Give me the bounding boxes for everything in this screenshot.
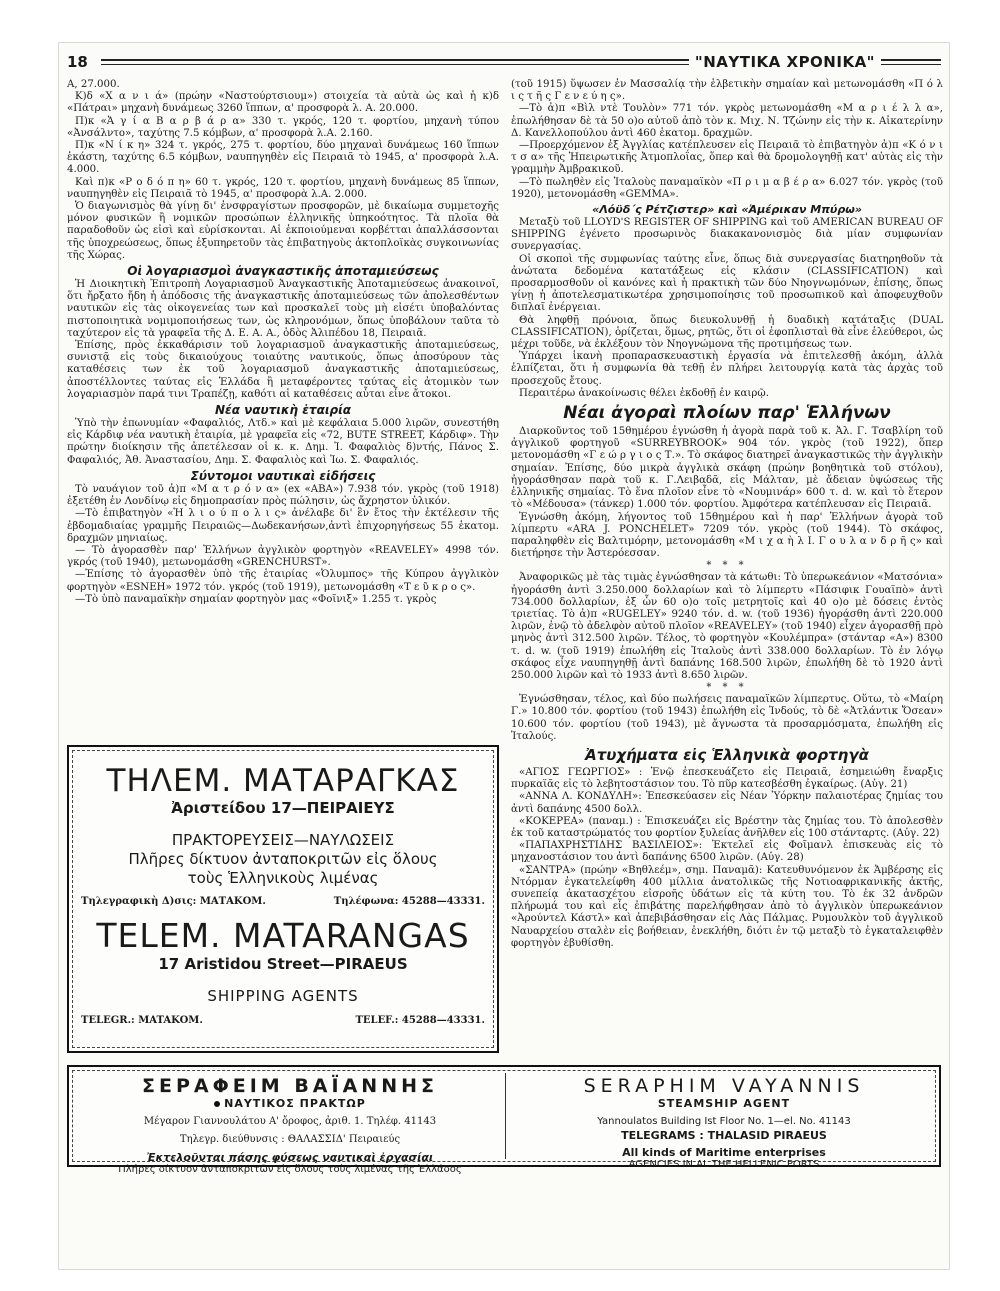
paragraph: Ἀναφορικῶς μὲ τὰς τιμὰς ἐγνώσθησαν τὰ κάτωθι: Τὸ ὑπερωκεάνιον «Ματσόνια» ἠγοράσθη ἀντὶ 3.250.000 δολλαρίων καὶ τὸ λίμπερτυ «Πάσιφικ Γουαϊπὸ» ἀντὶ 734.000 δολλαρίων, ἐξ ὧν 60 ο)ο τοῖς μετρητοῖς καὶ 40 ο)ο μὲ δόσεις ἐντὸς τριετίας. Τὸ ἀ)π «RUGELEY» 9240 τόν. d. w. (τοῦ 1936) ἠγοράσθη ἀντὶ 220.000 λιρῶν, ἐνῷ τὸ ἀδελφὸν αὐτοῦ πλοῖον «REAVELEY» (τοῦ 1940) εἶχεν ἀγορασθῇ πρὸ μηνὸς ἀντὶ 312.500 λιρῶν. Τέλος, τὸ φορτηγὸν «Κουλέμπρα» (στάνταρ «Α») 8300 τ. d. w. (τοῦ 1919) ἐπωλήθη εἰς Ἰταλοὺς ἀντὶ 338.000 δολλαρίων. Τὸ ἐν λόγῳ σκάφος εἶχε ναυπηγηθῇ ἀντὶ δαπάνης 168.500 λιρῶν, ἐπωλήθη δὲ τὸ 1920 ἀντὶ 250.000 λιρῶν καὶ τὸ 1933 ἀντὶ 8.650 λιρῶν. <box>511 572 943 681</box>
paragraph: Ἐπίσης, πρὸς ἐκκαθάρισιν τοῦ λογαριασμοῦ ἀναγκαστικῆς ἀποταμιεύσεως, συνιστᾷ εἰς τοὺς δικαιούχους τοιαύτης ναυτικούς, ὅπως ἀποσύρουν τὰς καταθέσεις των ἐκ τοῦ λογαριασμοῦ ἀναγκαστικῆς ἀποταμιεύσεως, ἀποστέλλοντες ταύτας εἰς Ἑλλάδα ἢ μεταφέροντες ταύτας εἰς ἀτομικὸν των λογαριασμὸν παρά τινι Τραπέζῃ, καθότι αἱ καταθέσεις αὗται εἶνε ἄτοκοι. <box>67 340 499 400</box>
ad-name-greek: ΤΗΛΕΜ. ΜΑΤΑΡΑΓΚΑΣ <box>106 763 460 799</box>
ad-address-english: Yannoulatos Building Ist Floor No. 1—el. No. 41143 <box>597 1116 851 1127</box>
ad-address-greek: Μέγαρον Γιαννουλάτου Α' ὄροφος, ἀριθ. 1. Τηλέφ. 41143 <box>143 1116 437 1127</box>
paragraph: Διαρκοῦντος τοῦ 15θημέρου ἐγνώσθη ἡ ἀγορὰ παρὰ τοῦ κ. Ἀλ. Γ. Τσαβλίρη τοῦ ἀγγλικοῦ φορτηγοῦ «SURREYBROOK» 904 τόν. γκρὸς (τοῦ 1922), ὅπερ μετονομάσθη «Γ ε ώ ρ γ ι ο ς Τ.». Τὸ σκάφος διατηρεῖ ἀναγκαστικῶς τὴν ἀγγλικὴν σημαίαν. Ἐπίσης, δύο μικρὰ ἀγγλικὰ σκάφη (πρώην βοηθητικὰ τοῦ στόλου), ἠγοράσθησαν παρὰ τοῦ κ. Γ.Λειβαδᾶ, εἰς Μάλταν, μὲ ἄδειαν ὑψώσεως τῆς ἑλληνικῆς σημαίας. Τὸ ἕνα πλοῖον εἶνε τὸ «Νουμινάρ» 600 τ. d. w. καὶ τὸ ἕτερον τὸ «Μέδουσα» (τάνκερ) 1.000 τόν. φορτίου. Ἀμφότερα κατέπλευσαν εἰς Πειραιᾶ. <box>511 426 943 511</box>
ad-telegraph-greek: Τηλεγρ. διεύθυνσις : ΘΑΛΑΣΣΙΔ' Πειραιεύς <box>179 1134 401 1145</box>
page-number: 18 <box>67 53 88 71</box>
paragraph: Μεταξὺ τοῦ LLOYD'S REGISTER OF SHIPPING καὶ τοῦ AMERICAN BUREAU OF SHIPPING ἐγένετο προσωρινὸς διακακανονισμὸς διὰ μίαν συμφωνίαν συνεργασίας. <box>511 217 943 253</box>
magazine-page <box>58 42 950 1270</box>
paragraph: Κ)δ «Χ α ν ι ά» (πρώην «Ναστούρτσιουμ») στοιχεία τὰ αὐτὰ ὡς καὶ ἡ κ)δ «Πάτραι» μηχανὴ δυνάμεως 3260 ἵππων, α' προσφορὰ λ. Α. 20.000. <box>67 91 499 115</box>
paragraph: Ὑπὸ τὴν ἐπωνυμίαν «Φαφαλιός, Λτδ.» καὶ μὲ κεφάλαια 5.000 λιρῶν, συνεστήθη εἰς Κάρδιφ νέα ναυτικὴ ἑταιρία, μὲ γραφεῖα εἰς «72, BUTE STREET, Κάρδιφ». Τὴν πρώτην διοίκησιν τῆς ἀπετέλεσαν οἱ κ. κ. Δημ. Ἰ. Φαφαλιὸς δ)ντής, Πάνος Σ. Φαφαλιός, Ἀθ. Ἀναστασίου, Δημ. Σ. Φαφαλιὸς καὶ Ἰω. Σ. Φαφαλιός. <box>67 418 499 466</box>
paragraph: «ΠΑΠΑΧΡΗΣΤΙΔΗΣ ΒΑΣΙΛΕΙΟΣ»: Ἐκτελεῖ εἰς Φοῖμανλ ἐπισκευὰς εἰς τὸ μηχανοστάσιον του ἀντὶ δαπάνης 6500 λιρῶν. (Αὐγ. 28) <box>511 840 943 864</box>
ad-telegr: TELEGR.: MATAKOM. <box>81 1015 203 1026</box>
separator-stars: * * * <box>706 560 748 572</box>
paragraph: Π)κ «Ἁ γ ί α Β α ρ β ά ρ α» 330 τ. γκρός, 120 τ. φορτίου, μηχανὴ τύπου «Ἀνσάλντο», ταχύτης 7.5 κόμβων, α' προσφορὰ λ.Α. 2.160. <box>67 115 499 139</box>
ad-name-greek: ΣΕΡΑΦΕΙΜ ΒΑΪΑΝΝΗΣ <box>142 1075 438 1097</box>
paragraph: Τὸ ναυάγιον τοῦ ἀ)π «Μ α τ ρ ό ν α» (ex «ΑΒΑ») 7.938 τόν. γκρὸς (τοῦ 1918) ἐξετέθη ἐν Λονδίνῳ εἰς δημοπρασίαν πρὸς πώλησιν, ὡς ἄχρηστον ὑλικόν. <box>67 483 499 508</box>
paragraph: —Τὸ ἐπιβατηγὸν «Ἡ λ ι ο ύ π ο λ ι ς» ἀνέλαβε δι' ἓν ἔτος τὴν ἐκτέλεσιν τῆς ἑβδομαδιαίας γραμμῆς Πειραιῶς—Δωδεκανήσων,ἀντὶ ἐπιχορηγήσεως 55 ἑκατομ. δραχμῶν μηνιαίως. <box>67 508 499 544</box>
separator-stars: * * * <box>706 682 748 694</box>
ad-phones: Τηλέφωνα: 45288—43331. <box>333 896 485 907</box>
paragraph: «ΚΟΚΕΡΕΑ» (παναμ.) : Ἐπισκευάζει εἰς Βρέστην τὰς ζημίας του. Τὸ ἀπολεσθὲν ἐκ τοῦ καταστρώματός του φορτίον ξυλείας ἀνῆλθεν εἰς 100 στάνταρτς. (Αὐγ. 22) <box>511 815 943 839</box>
ad-telegraph-address: Τηλεγραφικὴ Δ)σις: ΜΑΤΑΚΟΜ. <box>81 896 266 907</box>
ad-name-english: SERAPHIM VAYANNIS <box>583 1075 865 1097</box>
paragraph: «ΑΓΙΟΣ ΓΕΩΡΓΙΟΣ» : Ἐνῷ ἐπεσκευάζετο εἰς Πειραιᾶ, ἐσημειώθη ἔναρξις πυρκαϊᾶς εἰς τὸ λεβητοστάσιον του. Τὸ πῦρ κατεσβέσθη ἐγκαίρως. (Αὐγ. 21) <box>511 766 943 791</box>
advertisement-vayannis <box>67 1065 941 1175</box>
ad-ports: τοὺς Ἑλληνικοὺς λιμένας <box>187 869 379 887</box>
ad-shipping-agents: SHIPPING AGENTS <box>207 987 359 1005</box>
ad-telef: TELEF.: 45288—43331. <box>355 1015 485 1026</box>
paragraph: Π)κ «Ν ί κ η» 324 τ. γκρός, 275 τ. φορτίου, δύο μηχαναὶ δυνάμεως 160 ἵππων ἑκάστη, ταχύτης 6.5 κόμβων, ναυπηγηθὲν εἰς Πειραιᾶ τὸ 1945, α' προσφορὰ λ.Α. 4.000. <box>67 140 499 176</box>
ad-line-english-2: AGENCIES IN AL THE HELLENIC PORTS <box>628 1159 820 1170</box>
paragraph: Ἡ Διοικητικὴ Ἐπιτροπὴ Λογαριασμοῦ Ἀναγκαστικῆς Ἀποταμιεύσεως ἀνακοινοῖ, ὅτι ἤρξατο ἤδη ἡ ἀπόδοσις τῆς ἀναγκαστικῆς ἀποταμιεύσεως τῶν ἀπολεσθέντων ναυτικῶν εἰς τὰς οἰκογενείας των καὶ προσκαλεῖ τοὺς μὴ εἰσέτι ὑποβαλόντας πιστοποιητικὰ νομιμοποιήσεως των, ὡς κληρονόμων, ὅπως ὑποβάλουν ταῦτα τὸ ταχύτερον εἰς τὰ γραφεῖα τῆς Δ. Ε. Α. Α., ὁδὸς Ἀλιπέδου 18, Πειραιᾶ. <box>67 279 499 339</box>
ad-line-greek-2: Πλήρες δίκτυον ἀνταποκριτῶν εἰς ὅλους τοὺς λιμένας τῆς Ἑλλάδος <box>118 1164 462 1175</box>
paragraph: —Τὸ πωληθὲν εἰς Ἰταλοὺς παναμαϊκὸν «Π ρ ι μ α β έ ρ α» 6.027 τόν. γκρὸς (τοῦ 1920), μετονομάσθη «GEMMA». <box>511 176 943 200</box>
paragraph: —Ἐπίσης τὸ ἀγορασθὲν ὑπὸ τῆς ἑταιρίας «Ὀλυμπος» τῆς Κύπρου ἀγγλικὸν φορτηγὸν «ESNEH» 1972 τόν. γκρός (τοῦ 1919), μετωνομάσθη «Τ ε ῦ κ ρ ο ς». <box>67 569 499 593</box>
paragraph: Περαιτέρω ἀνακοίνωσις θέλει ἐκδοθῇ ἐν καιρῷ. <box>519 387 769 399</box>
magazine-title: "ΝΑΥΤΙΚΑ ΧΡΟΝΙΚΑ" <box>694 53 875 71</box>
ad-divider <box>505 1073 506 1159</box>
section-heading: Νέα ναυτικὴ ἑταιρία <box>214 403 351 418</box>
advertisement-matarangas <box>67 745 499 1053</box>
right-column <box>511 79 943 950</box>
paragraph: — Τὸ ἀγορασθὲν παρ' Ἑλλήνων ἀγγλικὸν φορτηγὸν «REAVELEY» 4998 τόν. γκρός (τοῦ 1940), μετωνομάσθη «GRENCHURST». <box>67 544 499 569</box>
ad-greek-half <box>81 1075 499 1175</box>
ad-line-greek: Ἐκτελοῦνται πάσης φύσεως ναυτικαὶ ἐργασίαι <box>146 1151 434 1164</box>
ad-line-english: All kinds of Maritime enterprises <box>622 1146 826 1159</box>
page-header <box>67 51 941 73</box>
paragraph: Ὁ διαγωνισμὸς θὰ γίνῃ δι' ἐνσφραγίστων προσφορῶν, μὲ δικαίωμα συμμετοχῆς μόνον φυσικῶν ἢ νομικῶν προσώπων ἑλληνικῆς ὑπηκοότητος. Τὰ πλοῖα θὰ παραδοθοῦν ὡς εἰσὶ καὶ εὑρίσκονται. Αἱ ἐκποιούμεναι κορβέτται ἀπαλλάσσονται τῆς ὑποχρεώσεως, ὅπως ἐξυπηρετοῦν τὰς ἐπιβατηγοὺς ἀκτοπλοϊκὰς συγκοινωνίας τῆς Χώρας. <box>67 201 499 261</box>
section-heading-large: Νέαι ἀγοραὶ πλοίων παρ' Ἑλλήνων <box>563 403 891 424</box>
ad-services: ΠΡΑΚΤΟΡΕΥΣΕΙΣ—ΝΑΥΛΩΣΕΙΣ <box>171 831 395 849</box>
paragraph: «ΣΑΝΤΡΑ» (πρώην «Βηθλεέμ», σημ. Παναμᾶ): Κατευθυνόμενον ἐκ Ἀμβέρσης εἰς Ντόρμαν ἐγκατελείφθη 400 μίλλια ἀνατολικῶς τῆς Νοτιοαφρικανικῆς ἀκτῆς, συνεπείᾳ ἀκατασχέτου εἰσροῆς ὑδάτων εἰς τὰ κύτη του. Τὸ ἐκ 32 ἀνδρῶν πλήρωμά του καὶ εἷς ἐπιβάτης παρελήφθησαν ἀπὸ τὸ ἀγγλικὸν ὑπερωκεάνιον «Ἀρούντελ Κάστλ» καὶ ἀπεβιβάσθησαν εἰς Λὰς Πάλμας. Ρυμουλκὸν τοῦ ἀγγλικοῦ Ναυαρχείου σταλὲν εἰς βοήθειαν, ἐνεκλήθη, διότι ἐν τῷ μεταξὺ τὸ ἐγκαταλειφθὲν φορτηγὸν ἐβυθίσθη. <box>511 864 943 949</box>
paragraph: —Προερχόμενον ἐξ Ἀγγλίας κατέπλευσεν εἰς Πειραιᾶ τὸ ἐπιβατηγὸν ἀ)π «Κ ό ν ι τ σ α» τῆς Ἠπειρωτικῆς Ἀτμοπλοΐας, ὅπερ καὶ θὰ δρομολογηθῇ κατ' αὐτὰς εἰς τὴν γραμμὴν Ἀμβρακικοῦ. <box>511 140 943 176</box>
paragraph: —Τὸ ἀ)π «Βὶλ ντὲ Τουλὸν» 771 τόν. γκρὸς μετωνομάσθη «Μ α ρ ι έ λ λ α», ἐπωλήθησαν δὲ τὰ 50 ο)ο αὐτοῦ ἀπὸ τὸν κ. Μιχ. Ν. Τζώνην εἰς τὴν κ. Αἰκατερίνην Δ. Κανελλοπούλου ἀντὶ 460 ἑκατομ. δραχμῶν. <box>511 103 943 139</box>
paragraph: Ἐγνώσθη ἀκόμη, λήγοντος τοῦ 15θημέρου καὶ ἡ παρ' Ἑλλήνων ἀγορὰ τοῦ λίμπερτυ «ARA J. PONCHELET» 7209 τόν. γκρὸς (τοῦ 1944). Τὸ σκάφος, παραληφθὲν εἰς Βαλτιμόρην, μετονομάσθη «Μ ι χ α ὴ λ Ι. Γ ο υ λ α ν δ ρ ῆ ς» καὶ διετήρησε τὴν Ἀστερόεσσαν. <box>511 511 943 560</box>
ad-address-english: 17 Aristidou Street—PIRAEUS <box>158 955 408 973</box>
paragraph: (τοῦ 1915) ὕψωσεν ἐν Μασσαλίᾳ τὴν ἑλβετικὴν σημαίαν καὶ μετωνομάσθη «Π ό λ ι ς τ ῆ ς Γ ε ν ε ύ η ς». <box>511 79 943 103</box>
header-rule <box>101 59 689 65</box>
bullet-icon <box>214 1101 220 1107</box>
paragraph: Οἱ σκοποὶ τῆς συμφωνίας ταύτης εἶνε, ὅπως διὰ συνεργασίας διατηρηθοῦν τὰ ἀνώτατα δεδομένα κατατάξεως εἰς κλάσιν (CLASSIFICATION) καὶ προσαρμοσθοῦν οἱ κανόνες καὶ ἡ πρακτικὴ τῶν δύο Νηογνωμόνων, ἐπίσης, ὅπως γίνῃ ἡ ἀποτελεσματικωτέρα χρησιμοποίησις τοῦ προσωπικοῦ καὶ ἀποφευχθοῦν διπλαῖ ἐνέργειαι. <box>511 253 943 314</box>
paragraph: Ἐγνώσθησαν, τέλος, καὶ δύο πωλήσεις παναμαϊκῶν λίμπερτυς. Οὕτω, τὸ «Μαίρη Γ.» 10.800 τόν. φορτίου (τοῦ 1943) ἐπωλήθη εἰς Ἰνδούς, τὸ δὲ «Ἀτλάντικ Ὄσεαν» 10.600 τόν. φορτίου (τοῦ 1943), μὲ ἄγνωστα τὰ προσαρμόσματα, ἐπωλήθη εἰς Ἰταλούς. <box>511 694 943 742</box>
section-heading: Σύντομοι ναυτικαὶ εἰδήσεις <box>190 468 376 483</box>
ad-subtitle-english: STEAMSHIP AGENT <box>657 1097 791 1110</box>
ad-address-greek: Ἀριστείδου 17—ΠΕΙΡΑΙΕΥΣ <box>171 799 395 817</box>
ad-subtitle-greek: ΝΑΥΤΙΚΟΣ ΠΡΑΚΤΩΡ <box>224 1097 366 1110</box>
section-heading: Οἱ λογαριασμοὶ ἀναγκαστικῆς ἀποταμιεύσεως <box>127 264 439 279</box>
paragraph: Ὑπάρχει ἱκανὴ προπαρασκευαστικὴ ἐργασία νὰ ἐπιτελεσθῇ ἀκόμη, ἀλλὰ ἐλπίζεται, ὅτι ἡ συμφωνία θὰ τεθῇ ἐν πλήρει λειτουργίᾳ κατὰ τὰς ἀρχὰς τοῦ προσεχοῦς ἔτους. <box>511 351 943 387</box>
section-heading: «Λόϋδ΄ς Ρέτζιστερ» καὶ «Ἀμέρικαν Μπύρω» <box>592 203 862 217</box>
left-column <box>67 79 499 606</box>
ad-telegrams-english: TELEGRAMS : THALASID PIRAEUS <box>621 1129 827 1142</box>
paragraph: Α, 27.000. <box>67 79 120 90</box>
header-rule-right <box>881 59 941 65</box>
paragraph: Θὰ ληφθῇ πρόνοια, ὅπως διευκολυνθῇ ἡ δυαδικὴ κατάταξις (DUAL CLASSIFICATION), ὁρίζεται, ὅμως, ρητῶς, ὅτι οἱ ἐφοπλισταὶ θὰ εἶνε ἐλεύθεροι, ὡς μέχρι τοῦδε, νὰ ἐκλέξουν τὸν Νηογνώμονα τῆς προτιμήσεως των. <box>511 314 943 351</box>
section-heading-large: Ἀτυχήματα εἰς Ἑλληνικὰ φορτηγὰ <box>585 745 869 764</box>
ad-english-half <box>517 1075 931 1170</box>
paragraph: «ΑΝΝΑ Λ. ΚΟΝΔΥΛΗ»: Ἐπεσκεύασεν εἰς Νέαν Ὑόρκην παλαιοτέρας ζημίας του ἀντὶ δαπάνης 4500 δολλ. <box>511 791 943 815</box>
paragraph: —Τὸ ὑπὸ παναμαϊκὴν σημαίαν φορτηγὸν μας «Φοῖνιξ» 1.255 τ. γκρὸς <box>75 593 437 605</box>
ad-name-english: TELEM. MATARANGAS <box>96 916 470 955</box>
paragraph: Καὶ π)κ «Ρ ο δ ό π η» 60 τ. γκρός, 120 τ. φορτίου, μηχανὴ δυνάμεως 85 ἵππων, ναυπηγηθὲν εἰς Πειραιᾶ τὸ 1945, α' προσφορὰ λ.Α. 2.000. <box>67 176 499 200</box>
ad-network: Πλῆρες δίκτυον ἀνταποκριτῶν εἰς ὅλους <box>128 850 438 868</box>
